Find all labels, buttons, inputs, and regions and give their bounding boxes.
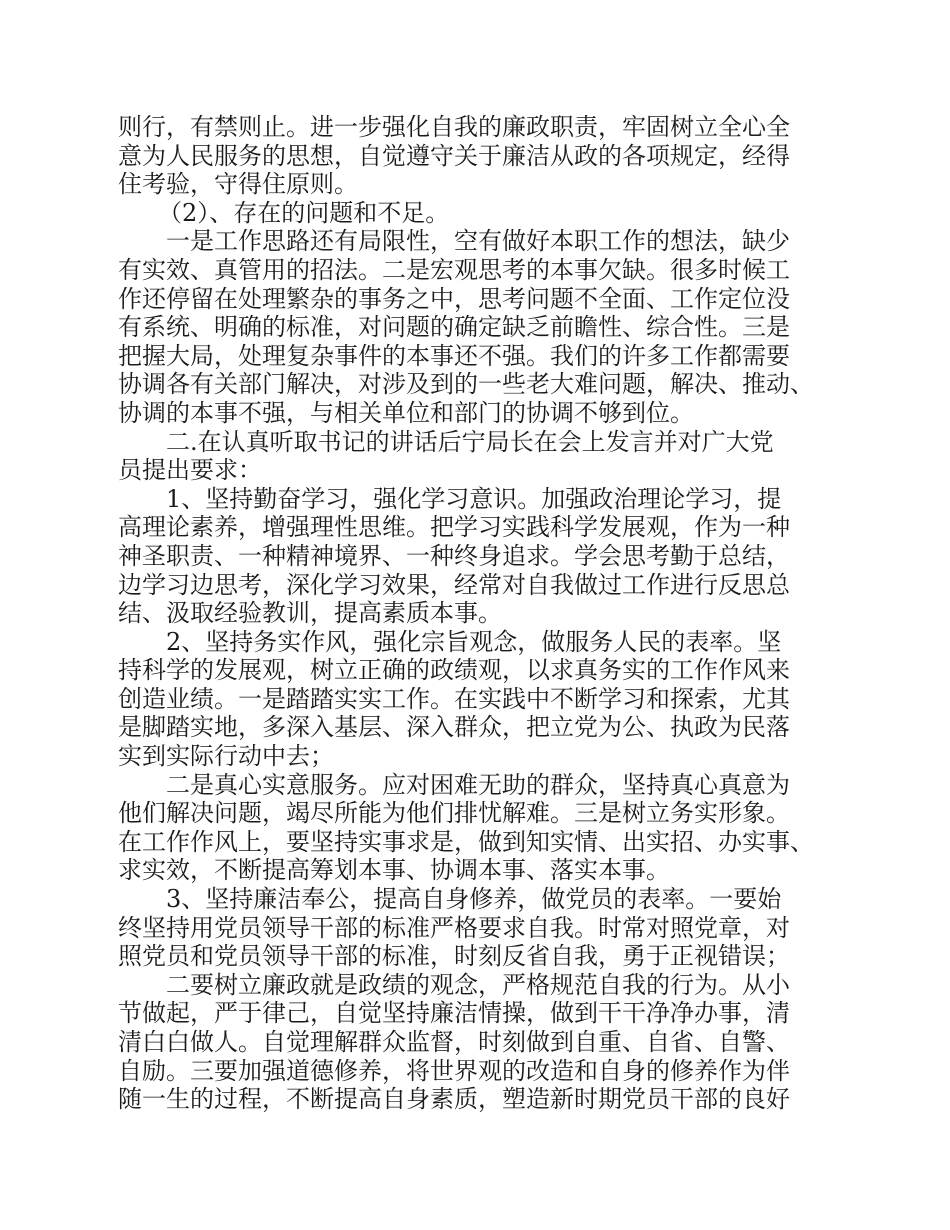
text-line: 有实效、真管用的招法。二是宏观思考的本事欠缺。很多时候工 bbox=[118, 255, 790, 284]
text-line: 在工作作风上，要坚持实事求是，做到知实情、出实招、办实事、 bbox=[118, 827, 814, 856]
text-line: 二要树立廉政就是政绩的观念，严格规范自我的行为。从小 bbox=[166, 970, 790, 999]
text-line: 意为人民服务的思想，自觉遵守关于廉洁从政的各项规定，经得 bbox=[118, 141, 790, 170]
text-line: 则行，有禁则止。进一步强化自我的廉政职责，牢固树立全心全 bbox=[118, 113, 790, 141]
text-line: 创造业绩。一是踏踏实实工作。在实践中不断学习和探索，尤其 bbox=[118, 684, 790, 713]
text-line: 实到实际行动中去； bbox=[118, 742, 334, 771]
text-line: 协调的本事不强，与相关单位和部门的协调不够到位。 bbox=[118, 398, 694, 427]
text-line: 作还停留在处理繁杂的事务之中，思考问题不全面、工作定位没 bbox=[118, 284, 790, 313]
text-line: 随一生的过程，不断提高自身素质，塑造新时期党员干部的良好 bbox=[118, 1085, 790, 1114]
text-line: 他们解决问题，竭尽所能为他们排忧解难。三是树立务实形象。 bbox=[118, 799, 790, 828]
text-line: 一是工作思路还有局限性，空有做好本职工作的想法，缺少 bbox=[166, 227, 790, 256]
text-line: 求实效，不断提高筹划本事、协调本事、落实本事。 bbox=[118, 856, 670, 885]
section-heading: （2）、存在的问题和不足。 bbox=[158, 198, 450, 227]
text-line: 边学习边思考，深化学习效果，经常对自我做过工作进行反思总 bbox=[118, 570, 790, 599]
text-line: 住考验，守得住原则。 bbox=[118, 170, 358, 199]
text-line: 有系统、明确的标准，对问题的确定缺乏前瞻性、综合性。三是 bbox=[118, 313, 790, 342]
text-line: 自励。三要加强道德修养，将世界观的改造和自身的修养作为伴 bbox=[118, 1056, 790, 1085]
text-line: 结、汲取经验教训，提高素质本事。 bbox=[118, 599, 502, 628]
text-line: 持科学的发展观，树立正确的政绩观，以求真务实的工作作风来 bbox=[118, 656, 790, 685]
text-line: 3、坚持廉洁奉公，提高自身修养，做党员的表率。一要始 bbox=[166, 885, 782, 914]
text-line: 是脚踏实地，多深入基层、深入群众，把立党为公、执政为民落 bbox=[118, 713, 790, 742]
text-line: 二是真心实意服务。应对困难无助的群众，坚持真心真意为 bbox=[166, 770, 790, 799]
document-body bbox=[118, 113, 838, 1114]
text-line: 协调各有关部门解决，对涉及到的一些老大难问题，解决、推动、 bbox=[118, 370, 814, 399]
text-line: 神圣职责、一种精神境界、一种终身追求。学会思考勤于总结， bbox=[118, 541, 790, 570]
text-line: 1、坚持勤奋学习，强化学习意识。加强政治理论学习，提 bbox=[166, 484, 782, 513]
text-line: 节做起，严于律己，自觉坚持廉洁情操，做到干干净净办事，清 bbox=[118, 999, 790, 1028]
text-line: 把握大局，处理复杂事件的本事还不强。我们的许多工作都需要 bbox=[118, 341, 790, 370]
text-line: 高理论素养，增强理性思维。把学习实践科学发展观，作为一种 bbox=[118, 513, 790, 542]
text-line: 2、坚持务实作风，强化宗旨观念，做服务人民的表率。坚 bbox=[166, 627, 782, 656]
text-line: 清白白做人。自觉理解群众监督，时刻做到自重、自省、自警、 bbox=[118, 1028, 790, 1056]
section-heading: 二.在认真听取书记的讲话后宁局长在会上发言并对广大党 bbox=[166, 427, 774, 456]
text-line: 照党员和党员领导干部的标准，时刻反省自我，勇于正视错误； bbox=[118, 942, 790, 971]
text-line: 终坚持用党员领导干部的标准严格要求自我。时常对照党章，对 bbox=[118, 913, 790, 942]
text-line: 员提出要求： bbox=[118, 456, 262, 485]
